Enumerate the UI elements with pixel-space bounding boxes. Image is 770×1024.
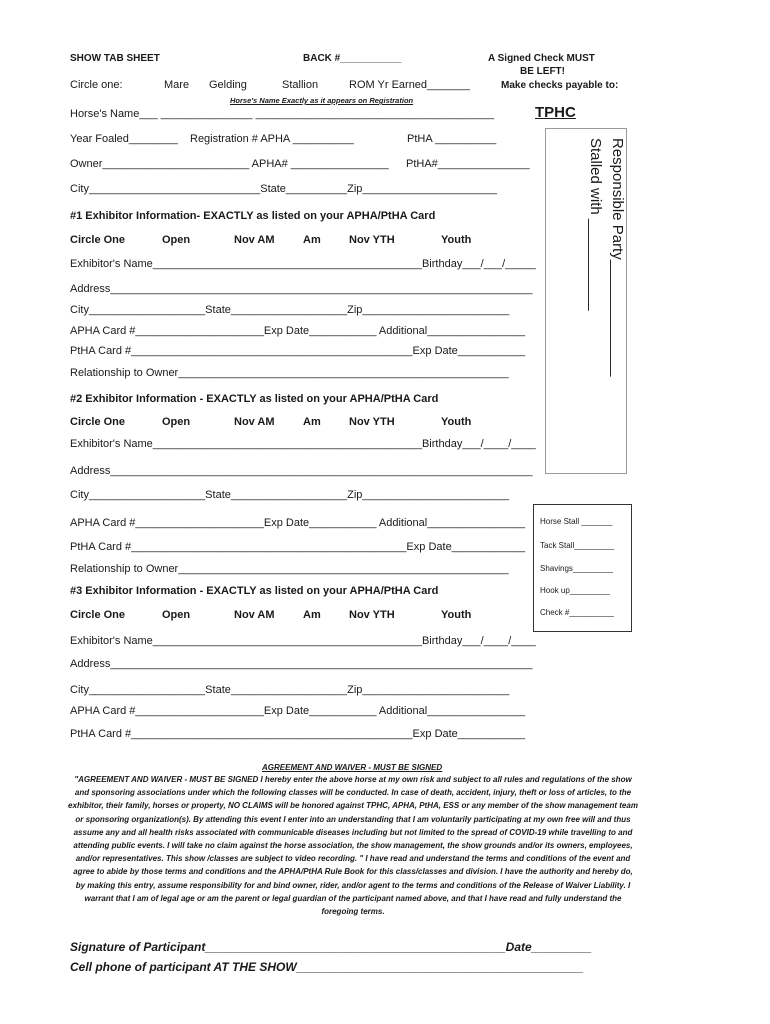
exhibitor-1-nov-am[interactable]: Nov AM [234, 234, 275, 246]
cell-phone-field[interactable]: Cell phone of participant AT THE SHOW___________________________________________ [70, 960, 584, 974]
form-title: SHOW TAB SHEET [70, 53, 160, 64]
horse-stall-field[interactable]: Horse Stall _______ [540, 517, 613, 526]
exhibitor-1-nov-yth[interactable]: Nov YTH [349, 234, 395, 246]
exhibitor-2-open[interactable]: Open [162, 416, 191, 428]
exhibitor-3-nov-yth[interactable]: Nov YTH [349, 609, 395, 621]
checks-payable-note: Make checks payable to: [501, 80, 619, 91]
exhibitor-2-ptha-field[interactable]: PtHA Card #_____________________________________________Exp Date____________ [70, 541, 526, 553]
exhibitor-1-ptha-field[interactable]: PtHA Card #______________________________________________Exp Date___________ [70, 345, 526, 357]
exhibitor-2-nov-yth[interactable]: Nov YTH [349, 416, 395, 428]
exhibitor-1-am[interactable]: Am [303, 234, 321, 246]
exhibitor-1-address-field[interactable]: Address_____________________________________________________________________ [70, 283, 533, 295]
be-left-note: BE LEFT! [520, 66, 565, 77]
exhibitor-2-nov-am[interactable]: Nov AM [234, 416, 275, 428]
exhibitor-2-name-field[interactable]: Exhibitor's Name____________________________________________Birthday___/____/____ [70, 438, 536, 450]
stalled-with-field[interactable]: Stalled with ___________ [587, 138, 604, 311]
owner-field[interactable]: Owner________________________ APHA# ________________ [70, 158, 389, 170]
year-foaled-field[interactable]: Year Foaled________ [70, 133, 178, 145]
agreement-heading: AGREEMENT AND WAIVER - MUST BE SIGNED [262, 763, 443, 772]
exhibitor-3-apha-field[interactable]: APHA Card #_____________________Exp Date___________ Additional________________ [70, 705, 526, 717]
exhibitor-1-name-field[interactable]: Exhibitor's Name____________________________________________Birthday___/___/_____ [70, 258, 536, 270]
exhibitor-1-city-field[interactable]: City___________________State___________________Zip________________________ [70, 304, 510, 316]
back-number-field[interactable]: BACK #___________ [303, 53, 402, 64]
exhibitor-3-name-field[interactable]: Exhibitor's Name____________________________________________Birthday___/____/____ [70, 635, 536, 647]
horse-name-note: Horse's Name Exactly as it appears on Registration [230, 96, 414, 105]
hook-up-field[interactable]: Hook up_________ [540, 586, 610, 595]
exhibitor-1-youth[interactable]: Youth [441, 234, 472, 246]
signed-check-note: A Signed Check MUST [488, 53, 595, 64]
exhibitor-2-youth[interactable]: Youth [441, 416, 472, 428]
exhibitor-1-title: #1 Exhibitor Information- EXACTLY as listed on your APHA/PtHA Card [70, 210, 436, 222]
option-gelding[interactable]: Gelding [209, 79, 247, 91]
exhibitor-1-relationship-field[interactable]: Relationship to Owner______________________________________________________ [70, 367, 509, 379]
exhibitor-3-circle-label: Circle One [70, 609, 126, 621]
shavings-field[interactable]: Shavings_________ [540, 564, 613, 573]
payee-name: TPHC [535, 104, 576, 121]
exhibitor-2-relationship-field[interactable]: Relationship to Owner______________________________________________________ [70, 563, 509, 575]
exhibitor-1-circle-label: Circle One [70, 234, 126, 246]
owner-city-field[interactable]: City____________________________State__________Zip______________________ [70, 183, 497, 195]
exhibitor-3-title: #3 Exhibitor Information - EXACTLY as listed on your APHA/PtHA Card [70, 585, 439, 597]
exhibitor-1-apha-field[interactable]: APHA Card #_____________________Exp Date___________ Additional________________ [70, 325, 526, 337]
exhibitor-3-open[interactable]: Open [162, 609, 191, 621]
registration-ptha-field[interactable]: PtHA __________ [407, 133, 497, 145]
owner-ptha-field[interactable]: PtHA#_______________ [406, 158, 530, 170]
exhibitor-2-title: #2 Exhibitor Information - EXACTLY as listed on your APHA/PtHA Card [70, 393, 439, 405]
exhibitor-2-address-field[interactable]: Address_____________________________________________________________________ [70, 465, 533, 477]
exhibitor-3-ptha-field[interactable]: PtHA Card #______________________________________________Exp Date___________ [70, 728, 526, 740]
registration-apha-field[interactable]: Registration # APHA __________ [190, 133, 354, 145]
exhibitor-3-nov-am[interactable]: Nov AM [234, 609, 275, 621]
check-number-field[interactable]: Check #__________ [540, 608, 614, 617]
option-mare[interactable]: Mare [164, 79, 190, 91]
exhibitor-2-am[interactable]: Am [303, 416, 321, 428]
agreement-body: "AGREEMENT AND WAIVER - MUST BE SIGNED I hereby enter the above horse at my own risk and subject to all rules and regulations of the show and sponsoring associations under which the following classes will be conducted. In case of death, accident, injury, theft or loss of articles, to the exhibitor, their family, horses or property, NO CLAIMS will be honored against TPHC, APHA, PtHA, ESS or any member of the show management team or sponsoring organization(s). By attending this event I enter into an understanding that I am voluntarily participating at my own free will and thus assume any and all health risks associated with communicable diseases including but not limited to the spread of COVID-19 while travelling to and attending public events. I will take no claim against the horse association, the show management, the show grounds and/or its owners, employees, and/or representatives. This show /classes are subject to video recording. " I have read and understand the terms and conditions of the event and agree to abide by those terms and conditions and the APHA/PtHA Rule Book for this class/classes and division. I have the authority and hereby do, by making this entry, assume responsibility for and bind owner, rider, and/or agent to the terms and conditions of the Release of Waiver Liability. I warrant that I am of legal age or am the parent or legal guardian of the participant named above, and that I have read and fully understand the foregoing terms. [68, 775, 638, 917]
responsible-party-field[interactable]: Responsible Party______________ [609, 138, 626, 377]
exhibitor-3-address-field[interactable]: Address_____________________________________________________________________ [70, 658, 533, 670]
exhibitor-3-am[interactable]: Am [303, 609, 321, 621]
option-stallion[interactable]: Stallion [282, 79, 319, 91]
horse-name-field[interactable]: Horse's Name___ _______________ _______________________________________ [70, 108, 495, 120]
exhibitor-3-city-field[interactable]: City___________________State___________________Zip________________________ [70, 684, 510, 696]
exhibitor-2-apha-field[interactable]: APHA Card #_____________________Exp Date___________ Additional________________ [70, 517, 526, 529]
tack-stall-field[interactable]: Tack Stall_________ [540, 541, 615, 550]
exhibitor-2-city-field[interactable]: City___________________State___________________Zip________________________ [70, 489, 510, 501]
exhibitor-3-youth[interactable]: Youth [441, 609, 472, 621]
signature-field[interactable]: Signature of Participant_____________________________________________Date_________ [70, 940, 592, 954]
rom-year-field[interactable]: ROM Yr Earned_______ [349, 79, 470, 91]
circle-one-label: Circle one: [70, 79, 123, 91]
exhibitor-2-circle-label: Circle One [70, 416, 126, 428]
exhibitor-1-open[interactable]: Open [162, 234, 191, 246]
